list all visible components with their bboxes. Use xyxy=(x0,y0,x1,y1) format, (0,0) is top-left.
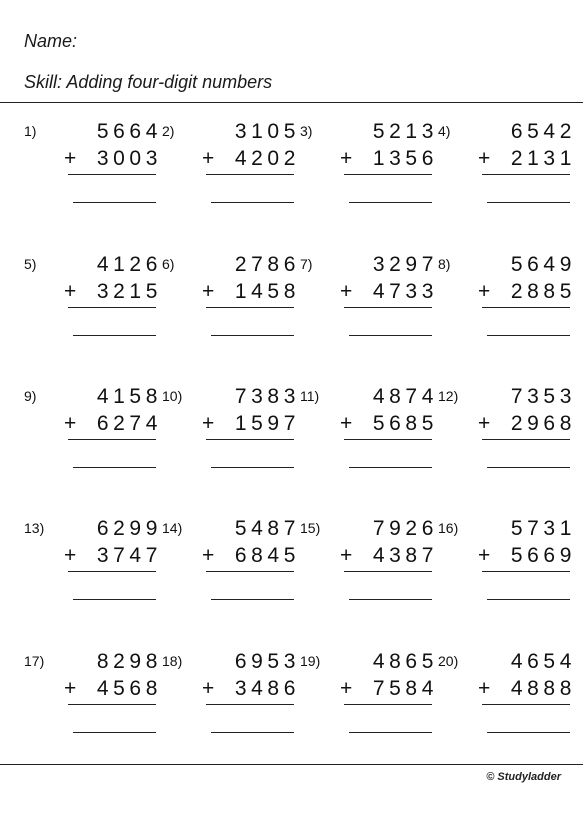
problem-1 xyxy=(24,120,162,240)
answer-line xyxy=(73,335,156,336)
name-label: Name: xyxy=(24,31,78,51)
problem-number: 8) xyxy=(438,256,451,272)
problem-number: 20) xyxy=(438,653,459,669)
addend-top: 7926 xyxy=(372,517,438,540)
answer-line xyxy=(211,335,294,336)
answer-line xyxy=(73,467,156,468)
operation-line xyxy=(482,174,570,175)
operation-line xyxy=(482,439,570,440)
addend-top: 7353 xyxy=(510,385,576,408)
plus-sign: + xyxy=(202,147,215,170)
operation-line xyxy=(344,571,432,572)
plus-sign: + xyxy=(340,412,353,435)
plus-sign: + xyxy=(64,412,77,435)
problem-2 xyxy=(162,120,300,240)
addend-top: 2786 xyxy=(234,253,300,276)
addend-bottom: 4888 xyxy=(510,677,576,700)
answer-line xyxy=(487,467,570,468)
problem-number: 11) xyxy=(300,388,320,404)
problem-14 xyxy=(162,517,300,637)
addend-bottom: 6845 xyxy=(234,544,300,567)
addend-bottom: 5685 xyxy=(372,412,438,435)
plus-sign: + xyxy=(340,677,353,700)
problem-number: 14) xyxy=(162,520,183,536)
problem-11 xyxy=(300,385,438,505)
problem-number: 1) xyxy=(24,123,37,139)
plus-sign: + xyxy=(478,677,491,700)
problem-17 xyxy=(24,650,162,770)
plus-sign: + xyxy=(64,280,77,303)
problem-number: 5) xyxy=(24,256,37,272)
problem-7 xyxy=(300,253,438,373)
problem-number: 10) xyxy=(162,388,183,404)
operation-line xyxy=(344,307,432,308)
answer-line xyxy=(211,732,294,733)
operation-line xyxy=(68,174,156,175)
problem-number: 17) xyxy=(24,653,45,669)
problem-number: 18) xyxy=(162,653,183,669)
addend-top: 5731 xyxy=(510,517,576,540)
addend-bottom: 4202 xyxy=(234,147,300,170)
addend-bottom: 4733 xyxy=(372,280,438,303)
addend-bottom: 3486 xyxy=(234,677,300,700)
addend-top: 6299 xyxy=(96,517,162,540)
problem-9 xyxy=(24,385,162,505)
addend-bottom: 1458 xyxy=(234,280,300,303)
problem-number: 16) xyxy=(438,520,459,536)
problem-20 xyxy=(438,650,576,770)
answer-line xyxy=(487,599,570,600)
operation-line xyxy=(206,439,294,440)
plus-sign: + xyxy=(478,412,491,435)
problem-number: 3) xyxy=(300,123,313,139)
copyright-footer: © Studyladder xyxy=(486,771,561,783)
addend-bottom: 1597 xyxy=(234,412,300,435)
problem-4 xyxy=(438,120,576,240)
plus-sign: + xyxy=(202,280,215,303)
addend-top: 6953 xyxy=(234,650,300,673)
problem-number: 19) xyxy=(300,653,321,669)
answer-line xyxy=(73,599,156,600)
answer-line xyxy=(73,732,156,733)
problem-8 xyxy=(438,253,576,373)
addend-bottom: 1356 xyxy=(372,147,438,170)
operation-line xyxy=(206,174,294,175)
addend-top: 4126 xyxy=(96,253,162,276)
addend-bottom: 6274 xyxy=(96,412,162,435)
addend-bottom: 3003 xyxy=(96,147,162,170)
addend-bottom: 7584 xyxy=(372,677,438,700)
problem-16 xyxy=(438,517,576,637)
answer-line xyxy=(487,732,570,733)
operation-line xyxy=(482,704,570,705)
addend-top: 7383 xyxy=(234,385,300,408)
plus-sign: + xyxy=(64,544,77,567)
operation-line xyxy=(206,307,294,308)
answer-line xyxy=(349,202,432,203)
addend-top: 4654 xyxy=(510,650,576,673)
answer-line xyxy=(349,335,432,336)
problem-10 xyxy=(162,385,300,505)
plus-sign: + xyxy=(478,147,491,170)
skill-label: Skill: Adding four-digit numbers xyxy=(24,72,273,92)
problem-15 xyxy=(300,517,438,637)
addend-bottom: 3747 xyxy=(96,544,162,567)
addend-top: 4865 xyxy=(372,650,438,673)
problem-number: 4) xyxy=(438,123,451,139)
plus-sign: + xyxy=(478,544,491,567)
answer-line xyxy=(349,732,432,733)
addend-top: 5487 xyxy=(234,517,300,540)
operation-line xyxy=(68,307,156,308)
answer-line xyxy=(487,202,570,203)
footer-divider xyxy=(0,764,583,765)
problem-number: 9) xyxy=(24,388,37,404)
operation-line xyxy=(206,704,294,705)
addend-bottom: 2131 xyxy=(510,147,576,170)
answer-line xyxy=(349,599,432,600)
operation-line xyxy=(344,439,432,440)
answer-line xyxy=(211,467,294,468)
problem-13 xyxy=(24,517,162,637)
problem-number: 12) xyxy=(438,388,459,404)
operation-line xyxy=(344,704,432,705)
plus-sign: + xyxy=(64,147,77,170)
answer-line xyxy=(211,599,294,600)
plus-sign: + xyxy=(340,544,353,567)
problem-18 xyxy=(162,650,300,770)
problem-3 xyxy=(300,120,438,240)
addend-bottom: 4387 xyxy=(372,544,438,567)
plus-sign: + xyxy=(478,280,491,303)
addend-top: 5664 xyxy=(96,120,162,143)
addend-top: 8298 xyxy=(96,650,162,673)
answer-line xyxy=(487,335,570,336)
answer-line xyxy=(211,202,294,203)
addend-bottom: 2968 xyxy=(510,412,576,435)
plus-sign: + xyxy=(64,677,77,700)
addend-top: 3297 xyxy=(372,253,438,276)
problem-5 xyxy=(24,253,162,373)
problem-6 xyxy=(162,253,300,373)
operation-line xyxy=(482,571,570,572)
operation-line xyxy=(68,571,156,572)
problem-number: 15) xyxy=(300,520,321,536)
answer-line xyxy=(73,202,156,203)
addend-bottom: 5669 xyxy=(510,544,576,567)
problem-number: 2) xyxy=(162,123,175,139)
addend-top: 6542 xyxy=(510,120,576,143)
operation-line xyxy=(68,439,156,440)
problem-19 xyxy=(300,650,438,770)
problem-number: 6) xyxy=(162,256,175,272)
problem-number: 7) xyxy=(300,256,313,272)
operation-line xyxy=(482,307,570,308)
operation-line xyxy=(68,704,156,705)
addend-bottom: 4568 xyxy=(96,677,162,700)
plus-sign: + xyxy=(202,677,215,700)
addend-top: 4158 xyxy=(96,385,162,408)
addend-top: 3105 xyxy=(234,120,300,143)
answer-line xyxy=(349,467,432,468)
plus-sign: + xyxy=(202,412,215,435)
operation-line xyxy=(206,571,294,572)
addend-top: 5213 xyxy=(372,120,438,143)
plus-sign: + xyxy=(340,280,353,303)
problem-number: 13) xyxy=(24,520,45,536)
plus-sign: + xyxy=(202,544,215,567)
problem-12 xyxy=(438,385,576,505)
addend-top: 5649 xyxy=(510,253,576,276)
addend-bottom: 2885 xyxy=(510,280,576,303)
addend-bottom: 3215 xyxy=(96,280,162,303)
addend-top: 4874 xyxy=(372,385,438,408)
operation-line xyxy=(344,174,432,175)
plus-sign: + xyxy=(340,147,353,170)
